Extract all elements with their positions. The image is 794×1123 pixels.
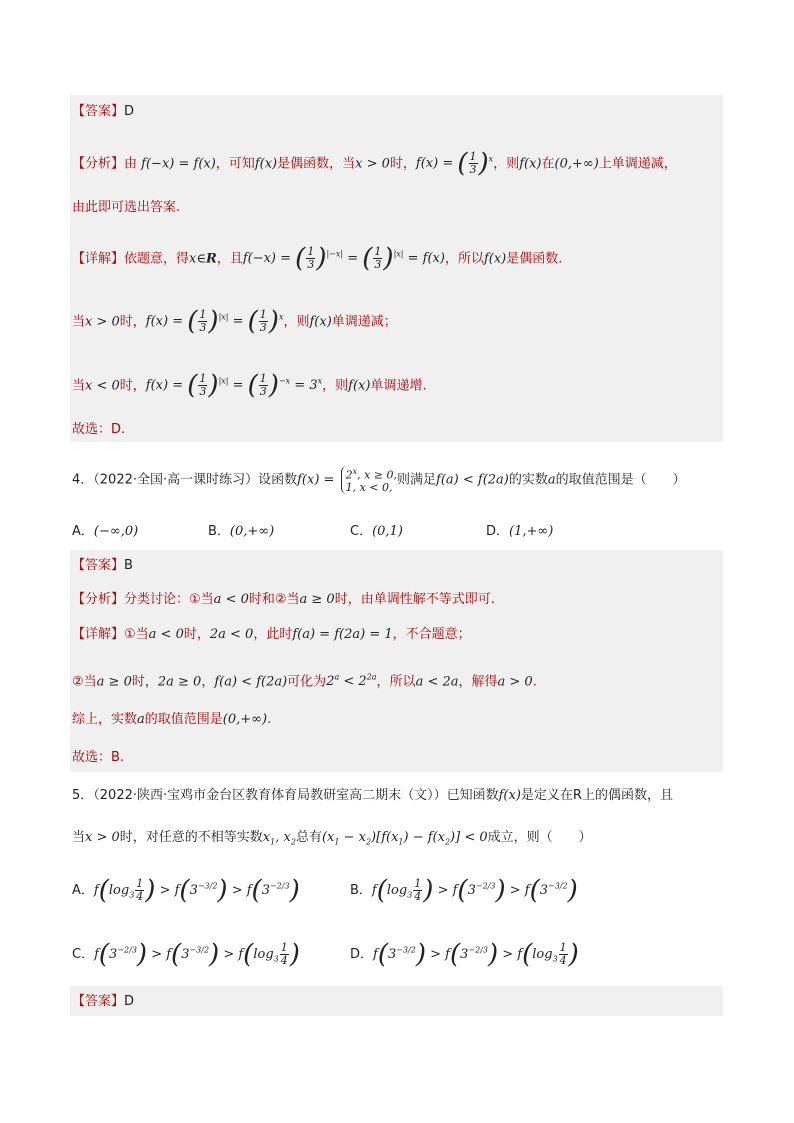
q3-detail-text: 当 — [72, 314, 86, 330]
q4-analysis-text: 时和②当 — [248, 592, 300, 607]
q3-detail-text: 单调递减； — [331, 314, 397, 330]
option-letter: D． — [486, 524, 510, 539]
q5-option-b[interactable] — [350, 875, 578, 906]
q4-stem-text: 4．（2022·全国·高一课时练习）设函数 — [72, 472, 298, 488]
math-expr: x > 0 — [355, 156, 390, 172]
math-expr: $2^a < 2^{2a}$ — [326, 673, 377, 690]
math-expr: f(−x) = f(x) — [141, 156, 216, 172]
math-expr: 2a ≥ 0 — [157, 674, 202, 690]
q4-detail-line3 — [72, 710, 271, 730]
q4-solution-block — [70, 550, 723, 772]
math-expr: f(x) — [254, 156, 278, 172]
q4-detail-text: 的取值范围是 — [144, 712, 223, 727]
q3-answer-tag: 【答案】 — [72, 104, 125, 119]
q4-detail-text: ①当 — [124, 627, 149, 642]
math-expr: a < 2a — [415, 674, 459, 690]
option-letter: D． — [350, 947, 374, 962]
option-value: (1,+∞) — [509, 524, 554, 539]
q4-stem-text: 的取值范围是（ ） — [555, 472, 686, 488]
math-expr: x > 0 — [85, 830, 120, 845]
q3-detail-text: 当 — [72, 378, 86, 394]
q4-option-b[interactable] — [208, 520, 274, 539]
math-expr: a > 0 — [497, 674, 533, 690]
q3-detail-line3 — [72, 370, 427, 401]
option-math: $f(3^{-2/3}) > f(3^{-3/2}) > f(\log_3$ $\frac{1}{4}$ ) — [94, 939, 300, 970]
q5-option-a[interactable] — [72, 875, 300, 906]
q4-detail-line1 — [72, 625, 471, 645]
q3-analysis-line2: 由此即可选出答案. — [72, 200, 181, 215]
piecewise-brace: 2$^x$, x ≥ 0, 1, x < 0, — [341, 466, 397, 494]
q5-stem-text: 成立，则（ ） — [487, 830, 592, 845]
q3-answer-line — [72, 102, 134, 122]
q3-analysis-text: 是偶函数，当 — [277, 156, 356, 172]
q4-answer-tag: 【答案】 — [72, 558, 125, 573]
math-expr: f(x) — [348, 378, 371, 394]
q5-option-d[interactable] — [350, 939, 579, 970]
math-expr: f(x) = ( $\frac{1}{3}$ )$^{|x|}$ = ( $\frac{1}{3}$ )$^{-x} = 3^x$ — [145, 370, 323, 401]
q5-stem-text: 当 — [72, 830, 86, 845]
option-math: $f(\log_3$ $\frac{1}{4}$ ) > $f(3^{-3/2}) > f(3^{-2/3})$ — [93, 875, 300, 906]
q3-analysis-text: ，可知 — [215, 156, 255, 172]
math-expr: f(x) = ( $\frac{1}{3}$ )$^x$ — [415, 148, 494, 179]
q5-stem-text: 5．（2022·陕西·宝鸡市金台区教育体育局教研室高二期末（文））已知函数 — [72, 788, 499, 803]
math-expr: $(x_1 - x_2)[f(x_1) - f(x_2)] < 0$ — [321, 830, 488, 847]
q3-analysis-text: 在 — [541, 156, 555, 172]
q5-answer-tag: 【答案】 — [72, 994, 125, 1009]
math-expr: (0,+∞) — [554, 156, 599, 172]
q5-option-c[interactable] — [72, 939, 300, 970]
q3-detail-line1 — [72, 243, 563, 274]
q4-analysis-line — [72, 590, 495, 610]
q4-option-c[interactable] — [350, 520, 403, 539]
option-value: (−∞,0) — [93, 524, 139, 539]
q3-detail-text: ，所以 — [444, 251, 484, 267]
q4-detail-text: 综上，实数 — [72, 712, 138, 727]
math-expr: 2a < 0 — [209, 627, 254, 642]
math-expr: x > 0 — [85, 314, 120, 330]
q5-stem-line2 — [72, 828, 592, 853]
q4-detail-text: ，所以 — [376, 674, 416, 690]
math-expr: f(a) < f(2a) — [436, 472, 509, 488]
q5-stem-text: 总有 — [295, 830, 322, 845]
q4-option-a[interactable] — [72, 520, 138, 539]
q4-detail-text: ，解得 — [458, 674, 498, 690]
q3-answer: D — [124, 104, 135, 119]
q3-detail-text: 依题意，得 — [124, 251, 190, 267]
math-expr: f(x) — [483, 251, 507, 267]
math-expr: a ≥ 0 — [96, 674, 132, 690]
q4-detail-text: ，不合题意； — [392, 627, 471, 642]
option-math: $f(\log_3$ $\frac{1}{4}$ ) > $f(3^{-2/3}) > f(3^{-3/2})$ — [371, 875, 578, 906]
option-letter: C． — [72, 947, 95, 962]
q3-detail-text: ，则 — [283, 314, 310, 330]
q3-analysis-tag: 【分析】 — [72, 156, 125, 172]
q3-analysis-text: 时， — [389, 156, 416, 172]
q3-detail-text: 时， — [119, 378, 146, 394]
q3-analysis-text: 由 — [124, 156, 138, 172]
math-expr: f(−x) = ( $\frac{1}{3}$ )$^{|-x|}$ = ( $\frac{1}{3}$ )$^{|x|}$ = f(x) — [242, 243, 445, 274]
q3-detail-text: 单调递增. — [370, 378, 427, 394]
q3-detail-text: 是偶函数. — [506, 251, 563, 267]
q5-stem-text: 时，对任意的不相等实数 — [119, 830, 263, 845]
math-expr: a < 0 — [148, 627, 184, 642]
q4-detail-text: 时， — [131, 674, 158, 690]
q3-analysis-line — [72, 148, 677, 179]
q4-analysis-tag: 【分析】 — [72, 592, 125, 607]
q4-detail-text: ，此时 — [253, 627, 293, 642]
math-expr: f(x) — [309, 314, 332, 330]
q5-answer: D — [124, 994, 135, 1009]
math-expr: f(x) = — [297, 472, 339, 488]
math-expr: f(x) — [519, 156, 542, 172]
q3-detail-tag: 【详解】 — [72, 251, 125, 267]
q3-detail-text: ，则 — [322, 378, 349, 394]
option-value: (0,1) — [372, 524, 403, 539]
q4-detail-text: 可化为 — [287, 674, 327, 690]
option-letter: B． — [208, 524, 230, 539]
math-expr: x < 0 — [85, 378, 120, 394]
q3-choose: 故选：D. — [72, 422, 126, 437]
q5-stem-line1 — [72, 786, 673, 806]
q5-answer-line — [72, 992, 134, 1012]
math-expr: f(x) = ( $\frac{1}{3}$ )$^{|x|}$ = ( $\frac{1}{3}$ )$^x$ — [145, 306, 284, 337]
q3-analysis-text: 上单调递减， — [598, 156, 677, 172]
math-expr: $x_1$, $x_2$ — [262, 830, 296, 847]
option-letter: B． — [350, 883, 372, 898]
math-expr: f(x) — [498, 788, 521, 803]
q3-detail-line2 — [72, 306, 397, 337]
q4-option-d[interactable] — [486, 520, 553, 539]
math-expr: a < 0 — [213, 592, 249, 607]
q4-detail-tag: 【详解】 — [72, 627, 125, 642]
q4-analysis-text: 时，由单调性解不等式即可. — [334, 592, 495, 607]
math-expr: f(a) = f(2a) = 1 — [292, 627, 393, 642]
q4-stem-text: 则满足 — [397, 472, 437, 488]
q4-answer: B — [124, 558, 133, 573]
option-value: (0,+∞) — [229, 524, 275, 539]
q4-detail-line2 — [72, 668, 537, 692]
option-math: $f(3^{-3/2}) > f(3^{-2/3}) > f(\log_3$ $\frac{1}{4}$ ) — [373, 939, 579, 970]
q3-analysis-text: ，则 — [493, 156, 520, 172]
option-letter: A． — [72, 524, 94, 539]
q5-stem-text: 是定义在R上的偶函数，且 — [520, 788, 673, 803]
q5-solution-block — [70, 986, 723, 1016]
q4-detail-text: . — [532, 674, 537, 690]
q4-detail-text: ， — [201, 674, 215, 690]
q4-answer-line — [72, 556, 133, 576]
q3-detail-text: ，且 — [216, 251, 243, 267]
q4-stem-text: 的实数 — [508, 472, 548, 488]
q4-analysis-text: 分类讨论：①当 — [124, 592, 214, 607]
math-expr: f(a) < f(2a) — [214, 674, 288, 690]
q3-detail-text: 时， — [119, 314, 146, 330]
math-expr: a ≥ 0 — [299, 592, 335, 607]
q4-choose: 故选：B. — [72, 750, 125, 765]
q4-stem — [72, 466, 686, 494]
q4-detail-text: . — [267, 712, 272, 727]
option-letter: A． — [72, 883, 94, 898]
option-letter: C． — [350, 524, 373, 539]
math-expr: (0,+∞) — [222, 712, 268, 727]
math-expr: a — [137, 712, 145, 727]
q4-detail-text: 时， — [183, 627, 210, 642]
q4-detail-text: ②当 — [72, 674, 97, 690]
math-expr: a — [547, 472, 556, 488]
math-expr: x∈R — [189, 251, 217, 267]
